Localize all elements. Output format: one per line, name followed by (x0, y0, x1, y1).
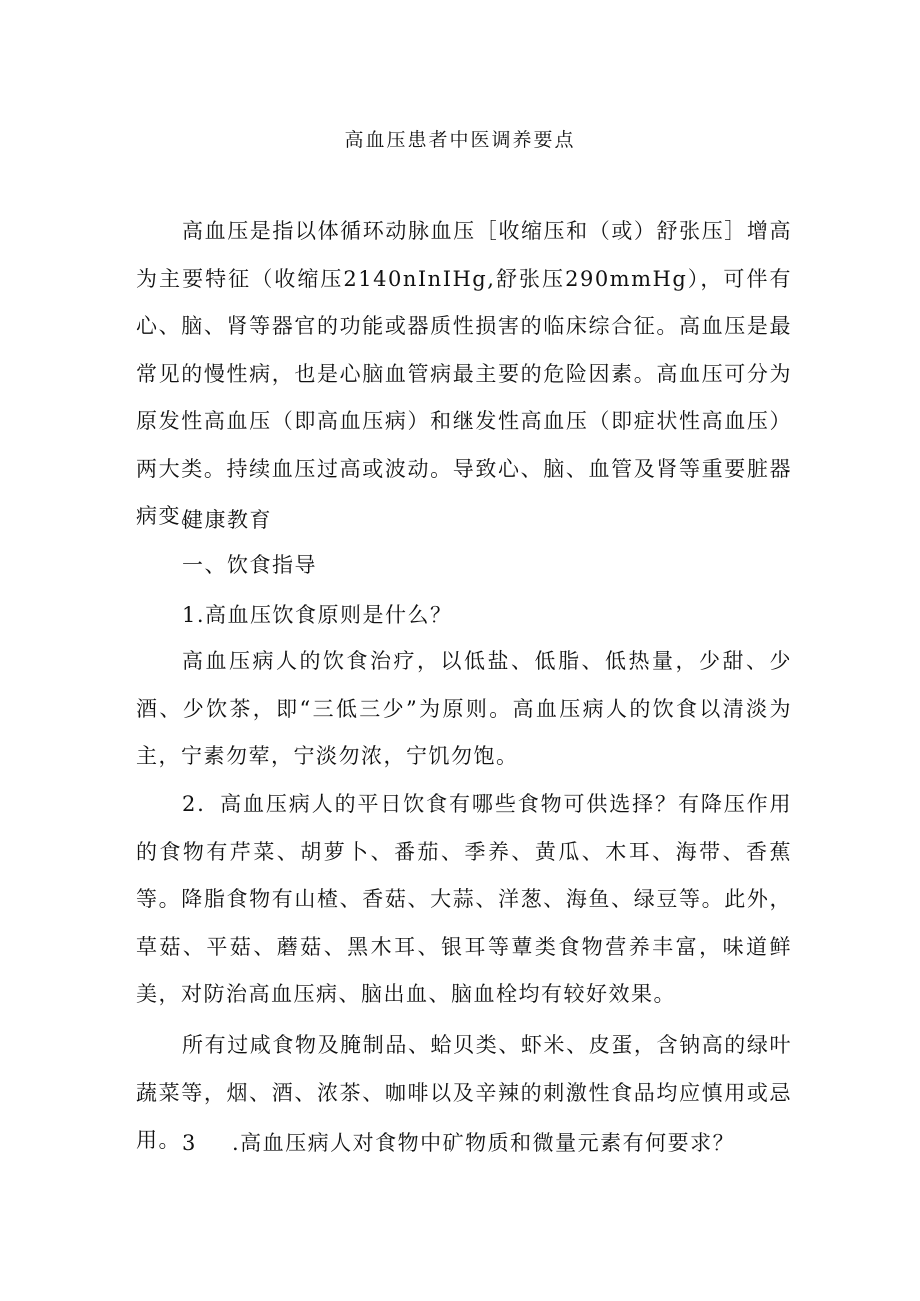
section-heading: 健康教育 (182, 508, 272, 532)
answer-2-extra-paragraph: 所有过咸食物及腌制品、蛤贝类、虾米、皮蛋，含钠高的绿叶蔬菜等，烟、酒、浓茶、咖啡以及辛辣的刺激性食品均应慎用或忌用。 (136, 1033, 792, 1152)
question-2-paragraph: 2．高血压病人的平日饮食有哪些食物可供选择？有降压作用的食物有芹菜、胡萝卜、番茄、季养、黄瓜、木耳、海带、香蕉等。降脂食物有山楂、香菇、大蒜、洋葱、海鱼、绿豆等。此外，草菇、平菇、蘑菇、黑木耳、银耳等蕈类食物营养丰富，味道鲜美，对防治高血压病、脑出血、脑血栓均有较好效果。 (136, 792, 792, 1006)
page-title: 高血压患者中医调养要点 (344, 129, 576, 151)
question-1: 1.高血压饮食原则是什么？ (182, 603, 453, 627)
question-3: .高血压病人对食物中矿物质和微量元素有何要求？ (232, 1131, 736, 1155)
subsection-heading: 一、饮食指导 (182, 553, 317, 577)
answer-1-paragraph: 高血压病人的饮食治疗，以低盐、低脂、低热量，少甜、少酒、少饮茶，即“三低三少”为原则。高血压病人的饮食以清淡为主，宁素勿荤，宁淡勿浓，宁饥勿饱。 (136, 649, 792, 768)
question-3-number: 3 (182, 1131, 196, 1155)
intro-paragraph: 高血压是指以体循环动脉血压［收缩压和（或）舒张压］增高为主要特征（收缩压2140nInIHg,舒张压290mmHg），可伴有心、脑、肾等器官的功能或器质性损害的临床综合征。高血压是最常见的慢性病，也是心脑血管病最主要的危险因素。高血压可分为原发性高血压（即高血压病）和继发性高血压（即症状性高血压）两大类。持续血压过高或波动。导致心、脑、血管及肾等重要脏器病变。 (136, 219, 792, 528)
